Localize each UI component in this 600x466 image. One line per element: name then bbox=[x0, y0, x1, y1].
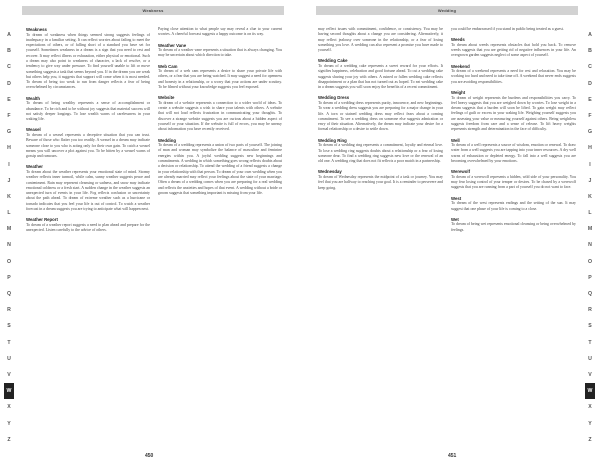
entry-title: Wednesday bbox=[318, 169, 342, 175]
dictionary-entry bbox=[451, 196, 576, 212]
alphabet-letter: U bbox=[588, 355, 592, 362]
dictionary-entry bbox=[318, 138, 443, 165]
dictionary-entry bbox=[451, 90, 576, 133]
alphabet-letter: L bbox=[7, 210, 11, 217]
alphabet-letter: I bbox=[589, 161, 591, 168]
page-number: 450 bbox=[145, 453, 154, 459]
alphabet-letter: G bbox=[6, 129, 12, 136]
alphabet-letter: U bbox=[7, 355, 11, 362]
alphabet-letter: P bbox=[588, 274, 592, 281]
alphabet-letter: L bbox=[588, 210, 592, 217]
entry-text: may reflect issues with commitment, confidence, or consistency. You may be having second thoughts about a change you are considering. Alternatively, it may reflect jealousy over someone in the relationship, or a fear of losing something you love. A wedding can also represent a promise you have made to yourself. bbox=[318, 27, 443, 53]
alphabet-index bbox=[585, 27, 595, 448]
entry-text: To dream of a weather report suggests a need to plan ahead and prepare for the unexpected. Listen carefully to the advice of others. bbox=[26, 222, 150, 233]
alphabet-letter: V bbox=[588, 371, 592, 378]
alphabet-letter: Y bbox=[7, 420, 11, 427]
entry-text: To dream of Wednesday represents the midpoint of a task or journey. You may feel that you are halfway to reaching your goal. It is a reminder to persevere and keep going. bbox=[318, 174, 443, 190]
text-column bbox=[318, 27, 443, 447]
entry-title: Weasel bbox=[26, 127, 41, 133]
alphabet-letter: H bbox=[7, 145, 11, 152]
entry-text: To dream of a wedding cake represents a sweet reward for your efforts. It signifies happiness, celebration and good fortune ahead. To cut a wedding cake suggests sharing your joy with others. A ruined or fallen wedding cake reflects disappointment or a plan that has not turned out as hoped. To eat wedding cake in a dream suggests you will soon enjoy the benefits of a recent commitment. bbox=[318, 63, 443, 90]
entry-text: To dream of weight represents the burdens and responsibilities you carry. To feel heavy suggests that you are weighed down by worries. To lose weight in a dream suggests that a burden will soon be lifted. To gain weight may reflect feelings of guilt or excess in your waking life. Weighing yourself suggests you are assessing your value or measuring yourself against others. Being weightless suggests freedom from care and a sense of release. To lift heavy weights represents strength and determination in the face of difficulty. bbox=[451, 95, 576, 132]
alphabet-letter: V bbox=[7, 371, 11, 378]
alphabet-letter: T bbox=[588, 339, 592, 346]
dictionary-entry bbox=[451, 138, 576, 165]
right-page bbox=[300, 0, 600, 466]
dictionary-entry bbox=[26, 96, 150, 123]
alphabet-letter: K bbox=[588, 193, 592, 200]
alphabet-letter: F bbox=[7, 112, 11, 119]
dictionary-entry bbox=[158, 27, 282, 38]
alphabet-letter: A bbox=[588, 32, 592, 38]
dictionary-entry bbox=[451, 64, 576, 85]
dictionary-entry bbox=[451, 169, 576, 190]
entry-text: Paying close attention to what people say may reveal a clue to your current worries. A cheerful forecast suggests a happy outcome is on its way. bbox=[158, 27, 282, 37]
entry-text: To dream of being wealthy represents a sense of accomplishment or abundance. To be rich and to be without joy suggests that material success will not satisfy deeper longings. To lose wealth warns of carelessness in your waking life. bbox=[26, 101, 150, 122]
alphabet-letter: Y bbox=[588, 420, 592, 427]
entry-title: Wedding Cake bbox=[318, 58, 348, 64]
alphabet-letter: S bbox=[7, 323, 11, 330]
alphabet-letter: Z bbox=[588, 436, 592, 443]
alphabet-letter: C bbox=[7, 64, 11, 71]
alphabet-letter: G bbox=[587, 129, 593, 136]
entry-text: To dream about weeds represents obstacles that hold you back. To remove weeds suggests that you are getting rid of negative influences in your life. An overgrown garden suggests neglect of some aspect of yourself. bbox=[451, 42, 576, 58]
alphabet-letter: F bbox=[588, 112, 592, 119]
alphabet-letter: E bbox=[588, 96, 592, 103]
alphabet-letter: R bbox=[7, 307, 11, 314]
dictionary-entry bbox=[26, 127, 150, 159]
running-header: Weakness bbox=[22, 6, 284, 15]
alphabet-letter: T bbox=[7, 339, 11, 346]
alphabet-letter: B bbox=[7, 48, 11, 55]
entry-text: To dream of the west represents endings and the setting of the sun. It may suggest that one phase of your life is coming to a close. bbox=[451, 201, 576, 211]
alphabet-letter: Q bbox=[587, 291, 593, 297]
entry-title: Wealth bbox=[26, 95, 41, 101]
dictionary-entry bbox=[26, 164, 150, 212]
entry-title: Wedding Ring bbox=[318, 137, 347, 143]
dictionary-entry bbox=[26, 27, 150, 91]
alphabet-letter: P bbox=[7, 274, 11, 281]
entry-text: To dream of a website represents a connection to a wider world of ideas. To create a website suggests a wish to share your talents with others. A website that will not load reflects frustration in communicating your thoughts. To discover a strange website suggests you are curious about a hidden aspect of yourself or your situation. If the website is full of errors, you may be uneasy about information you have recently received. bbox=[158, 100, 282, 132]
alphabet-letter: H bbox=[588, 145, 592, 152]
entry-title: Website bbox=[158, 95, 175, 101]
dictionary-entry bbox=[158, 64, 282, 91]
entry-text: To dream of a weasel represents a deceptive situation that you can trust. Beware of those who flatter you too readily. A weasel in a dream may indicate someone close to you who is acting only for their own gain. To catch a weasel means you will uncover a plot against you. To be bitten by a weasel warns of gossip and rumours. bbox=[26, 132, 150, 159]
entry-title: Wedding bbox=[158, 137, 177, 143]
dictionary-entry bbox=[451, 217, 576, 233]
entry-text: To dream about the weather represents your emotional state of mind. Stormy weather reflects inner turmoil, while calm, sunny weather suggests peace and contentment. Rain may represent cleansing or sadness, and snow may indicate emotional coldness or a fresh start. A sudden change in the weather suggests an unexpected turn of events in your life. Fog reflects confusion or uncertainty about the path ahead. To dream of extreme weather such as a hurricane or tornado indicates that you feel your life is out of control. To watch a weather forecast in a dream suggests you are trying to anticipate what will happen next. bbox=[26, 169, 150, 212]
entry-text: you could be embarrassed if you stand in public being treated as a guest. bbox=[451, 27, 564, 31]
dictionary-entry bbox=[26, 217, 150, 233]
dictionary-entry bbox=[318, 58, 443, 90]
dictionary-entry bbox=[451, 27, 576, 32]
alphabet-letter: A bbox=[7, 32, 11, 38]
dictionary-entry bbox=[451, 37, 576, 58]
alphabet-letter: R bbox=[588, 307, 592, 314]
alphabet-letter: O bbox=[6, 258, 12, 265]
alphabet-letter: B bbox=[588, 48, 592, 55]
alphabet-letter: K bbox=[7, 193, 11, 200]
dictionary-entry bbox=[318, 27, 443, 53]
entry-text: To dream of a weather vane represents a situation that is always changing. You may be uncertain about which direction to take. bbox=[158, 48, 282, 58]
dictionary-entry bbox=[158, 138, 282, 196]
alphabet-letter: W bbox=[585, 383, 595, 399]
text-column bbox=[158, 27, 282, 447]
entry-title: Weekend bbox=[451, 63, 470, 69]
dictionary-entry bbox=[158, 43, 282, 59]
text-column bbox=[451, 27, 576, 447]
entry-title: Werewolf bbox=[451, 169, 471, 175]
alphabet-letter: O bbox=[587, 258, 593, 265]
entry-title: Weather Report bbox=[26, 217, 58, 223]
entry-title: Web Cam bbox=[158, 63, 178, 69]
entry-title: Well bbox=[451, 137, 460, 143]
alphabet-letter: Q bbox=[6, 291, 12, 297]
entry-title: Weeds bbox=[451, 37, 465, 43]
alphabet-letter: X bbox=[588, 404, 592, 411]
entry-title: Wet bbox=[451, 216, 459, 222]
alphabet-letter: N bbox=[588, 242, 592, 249]
entry-text: To dream of weakness when things seemed strong suggests feelings of inadequacy in a familiar setting. It can reflect worries about failing to meet the expectations of others, or of falling short of a standard you have set for yourself. Sometimes weakness in a dream is a sign that you need to rest and recover. It may reflect illness or exhaustion, either physical or emotional. Such a dream may also point to weakness of character, a lack of resolve, or a tendency to give way under pressure. To find yourself unable to lift or move something suggests a task that seems beyond you. If in the dream you are weak but others help you, it suggests that support will come when it is most needed. To dream of being too weak to run from danger reflects a fear of being overwhelmed by circumstances. bbox=[26, 32, 150, 90]
alphabet-letter: J bbox=[7, 177, 11, 184]
entry-text: To dream of a wedding ring represents a commitment, loyalty and eternal love. To lose a wedding ring suggests doubts about a relationship or a fear of losing someone dear. To find a wedding ring suggests new love or the renewal of an old one. A wedding ring that does not fit reflects a poor match in a partnership. bbox=[318, 143, 443, 164]
alphabet-letter: I bbox=[8, 161, 10, 168]
alphabet-index bbox=[4, 27, 14, 448]
entry-text: To dream of being wet represents emotional cleansing or being overwhelmed by feelings. bbox=[451, 222, 576, 232]
page-number: 451 bbox=[448, 453, 457, 459]
entry-text: To dream of a werewolf represents a hidden, wild side of your personality. You may fear losing control of your temper or desires. To be chased by a werewolf suggests that you are running from a part of yourself you do not want to face. bbox=[451, 174, 576, 190]
alphabet-letter: W bbox=[4, 383, 14, 399]
dictionary-entry bbox=[158, 95, 282, 132]
entry-title: Weight bbox=[451, 90, 466, 96]
entry-text: To dream of a wedding represents a union of two parts of yourself. The joining of man and woman may symbolize the balance of masculine and feminine energies within you. A joyful wedding suggests new beginnings and commitments. A wedding in which something goes wrong reflects doubts about a decision or relationship. To attend the wedding of a friend suggests a change in your relationship with that person. To dream of your own wedding when you are already married may reflect your feelings about the state of your marriage. Often a dream of a wedding comes when you are preparing for a real wedding and reflects the anxieties and hopes of that event. A wedding without a bride or groom suggests that something important is missing from your life. bbox=[158, 143, 282, 195]
dictionary-entry bbox=[318, 95, 443, 132]
entry-title: Wedding Dress bbox=[318, 95, 350, 101]
entry-text: To dream of a weekend represents a need for rest and relaxation. You may be working too hard and need to take time off. A weekend that never ends suggests you are avoiding responsibilities. bbox=[451, 69, 576, 84]
entry-text: To dream of a web cam represents a desire to share your private life with others, or a fear that you are being watched. It may suggest a need for openness and honesty in a relationship, or a worry that your actions are under scrutiny. To be filmed without your knowledge suggests you feel exposed. bbox=[158, 69, 282, 90]
alphabet-letter: J bbox=[588, 177, 592, 184]
alphabet-letter: S bbox=[588, 323, 592, 330]
entry-title: Weakness bbox=[26, 27, 47, 32]
alphabet-letter: D bbox=[7, 80, 11, 87]
alphabet-letter: C bbox=[588, 64, 592, 71]
entry-title: West bbox=[451, 195, 462, 201]
entry-text: To dream of a wedding dress represents purity, innocence, and new beginnings. To wear a wedding dress suggests you are preparing for a major change in your life. A torn or stained wedding dress may reflect fears about a coming commitment. To see a wedding dress on someone else suggests admiration or envy of their situation. Alternatively, the dream may indicate your desire for a formal relationship or a desire to settle down. bbox=[318, 100, 443, 132]
text-columns bbox=[318, 27, 576, 447]
entry-title: Weather bbox=[26, 164, 43, 170]
alphabet-letter: Z bbox=[7, 436, 11, 443]
alphabet-letter: D bbox=[588, 80, 592, 87]
entry-text: To dream of a well represents a source of wisdom, emotion or renewal. To draw water from a well suggests you are tapping into your inner resources. A dry well warns of exhaustion or depleted energy. To fall into a well suggests you are becoming overwhelmed by your emotions. bbox=[451, 143, 576, 164]
alphabet-letter: N bbox=[7, 242, 11, 249]
alphabet-letter: E bbox=[7, 96, 11, 103]
text-column bbox=[26, 27, 150, 447]
text-columns bbox=[26, 27, 282, 447]
alphabet-letter: M bbox=[6, 226, 12, 233]
alphabet-letter: X bbox=[7, 404, 11, 411]
running-header: Wedding bbox=[316, 6, 578, 15]
dictionary-entry bbox=[318, 169, 443, 190]
entry-title: Weather Vane bbox=[158, 42, 187, 48]
alphabet-letter: M bbox=[587, 226, 593, 233]
